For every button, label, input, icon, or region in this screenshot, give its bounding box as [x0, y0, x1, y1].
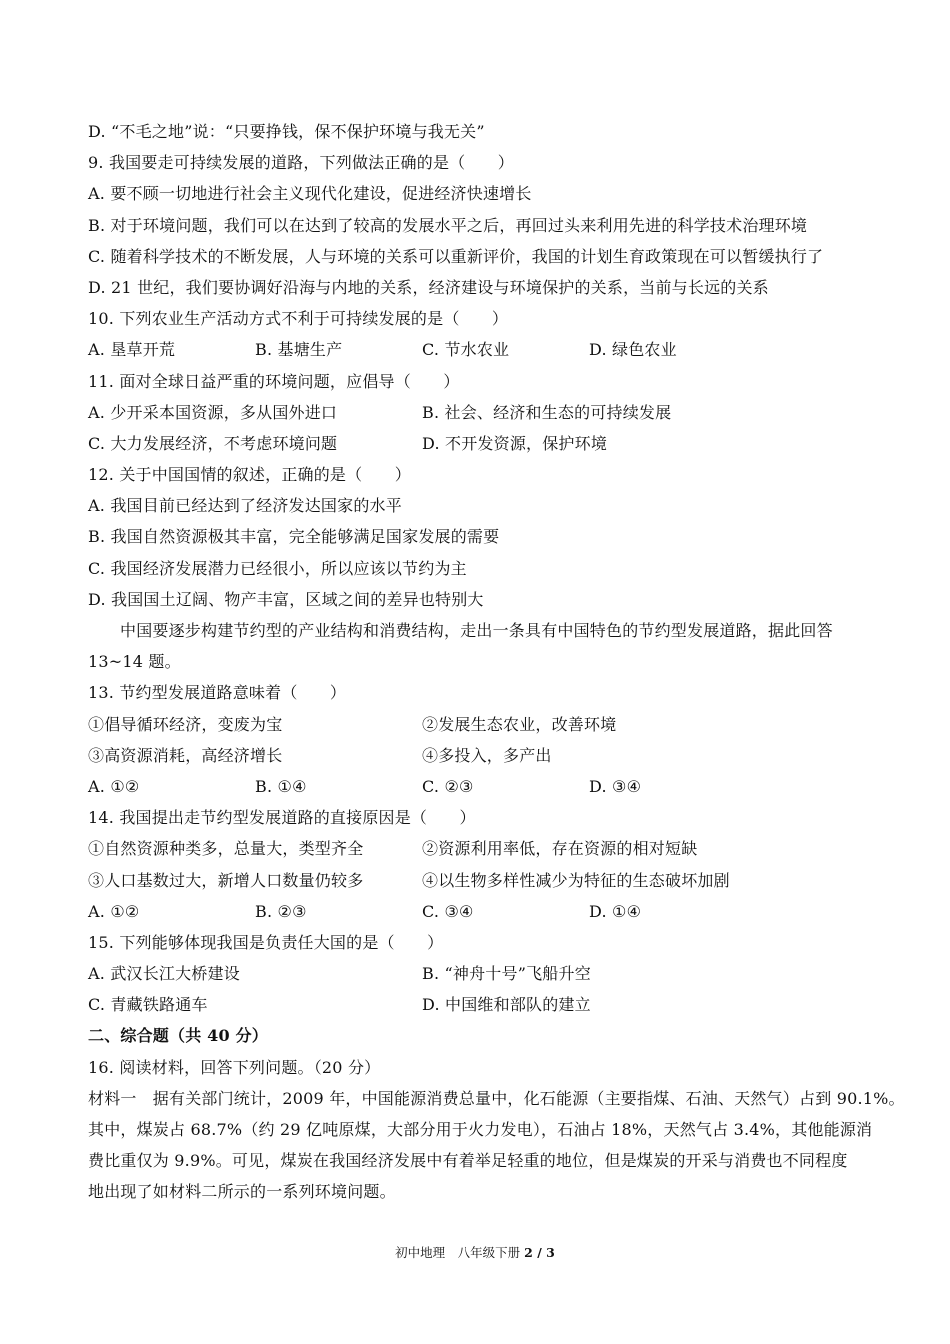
- footer-title: 初中地理 八年级下册: [395, 1245, 521, 1260]
- q13-options: [88, 771, 878, 802]
- q15-option-a: A. 武汉长江大桥建设: [88, 964, 240, 984]
- q13-statement-3: ③高资源消耗，高经济增长: [88, 745, 283, 765]
- q12-option-c: C. 我国经济发展潜力已经很小，所以应该以节约为主: [88, 558, 467, 578]
- q13-14-intro-line2: 13~14 题。: [88, 652, 181, 672]
- material-1-line3: 费比重仅为 9.9%。可见，煤炭在我国经济发展中有着举足轻重的地位，但是煤炭的开采与消费也不同程度: [88, 1151, 848, 1171]
- q14-options: [88, 896, 878, 927]
- q14-option-d: D. ①④: [589, 901, 642, 921]
- q14-statement-3: ③人口基数过大，新增人口数量仍较多: [88, 870, 364, 890]
- section-2-heading: 二、综合题（共 40 分）: [88, 1026, 269, 1046]
- q15-options-row2: [88, 989, 878, 1020]
- q16-stem: 16. 阅读材料，回答下列问题。（20 分）: [88, 1057, 381, 1077]
- q11-options-row2: [88, 428, 878, 459]
- q9-option-b: B. 对于环境问题，我们可以在达到了较高的发展水平之后，再回过头来利用先进的科学技术治理环境: [88, 215, 808, 235]
- q13-statements-row2: [88, 740, 878, 771]
- q14-statements-row2: [88, 865, 878, 896]
- material-1-line2: 其中，煤炭占 68.7%（约 29 亿吨原煤，大部分用于火力发电），石油占 18%，天然气占 3.4%，其他能源消: [88, 1120, 873, 1139]
- material-1-line4: 地出现了如材料二所示的一系列环境问题。: [88, 1182, 396, 1202]
- q14-option-a: A. ①②: [88, 901, 140, 921]
- q9-stem: 9. 我国要走可持续发展的道路，下列做法正确的是（ ）: [88, 153, 514, 173]
- q14-option-c: C. ③④: [422, 901, 474, 921]
- q10-options: [88, 334, 878, 365]
- q14-option-b: B. ②③: [255, 901, 307, 921]
- q9-option-d: D. 21 世纪，我们要协调好沿海与内地的关系，经济建设与环境保护的关系，当前与长远的关系: [88, 277, 769, 297]
- q15-stem: 15. 下列能够体现我国是负责任大国的是（ ）: [88, 932, 444, 952]
- q15-option-d: D. 中国维和部队的建立: [422, 995, 591, 1015]
- q14-statements-row1: [88, 833, 878, 864]
- q14-stem: 14. 我国提出走节约型发展道路的直接原因是（ ）: [88, 808, 476, 828]
- q14-statement-1: ①自然资源种类多，总量大，类型齐全: [88, 839, 364, 859]
- q10-option-a: A. 垦草开荒: [88, 340, 176, 360]
- q14-statement-2: ②资源利用率低，存在资源的相对短缺: [422, 839, 698, 859]
- q13-option-c: C. ②③: [422, 776, 474, 796]
- q10-stem: 10. 下列农业生产活动方式不利于可持续发展的是（ ）: [88, 309, 509, 329]
- footer-page-number: 2 / 3: [524, 1245, 555, 1260]
- q13-statement-4: ④多投入，多产出: [422, 745, 552, 765]
- material-1-line1: 材料一 据有关部门统计，2009 年，中国能源消费总量中，化石能源（主要指煤、石油、天然气）占到 90.1%。: [88, 1088, 905, 1108]
- q11-option-b: B. 社会、经济和生态的可持续发展: [422, 402, 672, 422]
- q15-options-row1: [88, 958, 878, 989]
- q13-option-d: D. ③④: [589, 776, 642, 796]
- q15-option-b: B. “神舟十号”飞船升空: [422, 964, 591, 984]
- q12-option-b: B. 我国自然资源极其丰富，完全能够满足国家发展的需要: [88, 527, 500, 547]
- q13-stem: 13. 节约型发展道路意味着（ ）: [88, 683, 347, 703]
- q11-option-d: D. 不开发资源，保护环境: [422, 433, 608, 453]
- q11-stem: 11. 面对全球日益严重的环境问题，应倡导（ ）: [88, 371, 460, 391]
- page-footer: [0, 1244, 950, 1262]
- q10-option-b: B. 基塘生产: [255, 340, 343, 360]
- q10-option-c: C. 节水农业: [422, 340, 510, 360]
- q13-option-b: B. ①④: [255, 776, 307, 796]
- q14-statement-4: ④以生物多样性减少为特征的生态破坏加剧: [422, 870, 730, 890]
- q12-option-d: D. 我国国土辽阔、物产丰富，区域之间的差异也特别大: [88, 589, 484, 609]
- q9-option-a: A. 要不顾一切地进行社会主义现代化建设，促进经济快速增长: [88, 184, 532, 204]
- exam-page: [88, 116, 905, 1208]
- q13-14-intro-line1: 中国要逐步构建节约型的产业结构和消费结构，走出一条具有中国特色的节约型发展道路，据此回答: [120, 621, 833, 640]
- q11-options-row1: [88, 397, 878, 428]
- q13-statement-1: ①倡导循环经济，变废为宝: [88, 714, 283, 734]
- q10-option-d: D. 绿色农业: [589, 340, 677, 360]
- q12-stem: 12. 关于中国国情的叙述，正确的是（ ）: [88, 465, 411, 485]
- q11-option-a: A. 少开采本国资源，多从国外进口: [88, 402, 338, 422]
- q13-statements-row1: [88, 709, 878, 740]
- q13-option-a: A. ①②: [88, 776, 140, 796]
- q12-option-a: A. 我国目前已经达到了经济发达国家的水平: [88, 496, 402, 516]
- q9-option-c: C. 随着科学技术的不断发展，人与环境的关系可以重新评价，我国的计划生育政策现在可以暂缓执行了: [88, 246, 824, 266]
- q15-option-c: C. 青藏铁路通车: [88, 995, 208, 1015]
- q8-option-d: D. “不毛之地”说：“只要挣钱，保不保护环境与我无关”: [88, 122, 485, 141]
- q13-statement-2: ②发展生态农业，改善环境: [422, 714, 617, 734]
- q11-option-c: C. 大力发展经济，不考虑环境问题: [88, 433, 338, 453]
